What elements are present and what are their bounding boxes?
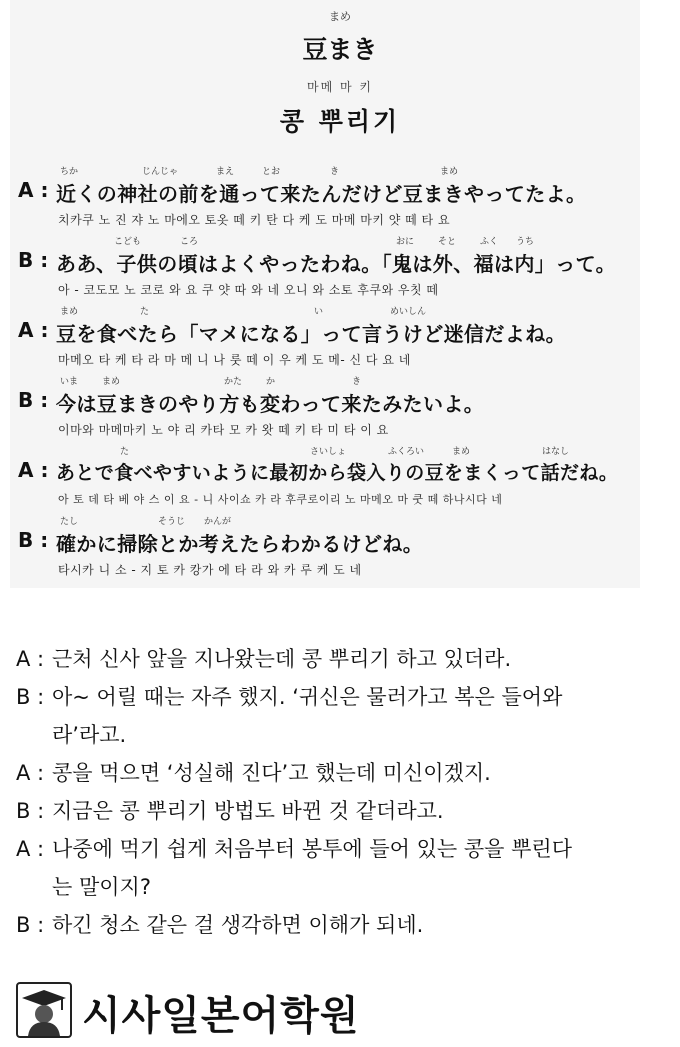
speaker-label: A : — [18, 318, 49, 342]
furigana: かんが — [204, 517, 232, 527]
page-title: 豆まき — [302, 35, 378, 64]
furigana: まめ — [60, 307, 79, 317]
korean-reading: 아 토 데 타 베 야 스 이 요 - 니 사이쇼 카 라 후쿠로이리 노 마메오 마 쿳 떼 하나시다 네 — [58, 493, 503, 506]
speaker-label: B : — [16, 685, 45, 709]
title-korean-reading: 마메 마 키 — [307, 80, 373, 94]
korean-reading: 이마와 마메마키 노 야 리 카타 모 카 왓 떼 키 타 미 타 이 요 — [58, 423, 389, 437]
academy-logo — [16, 982, 376, 1044]
furigana-row — [56, 374, 636, 388]
furigana-row — [56, 164, 636, 178]
furigana: さいしょ — [310, 447, 347, 457]
title-furigana: まめ — [329, 10, 351, 23]
japanese-sentence: 豆を食べたら「マメになる」って言うけど迷信だよね。 — [56, 322, 566, 346]
furigana: まめ — [102, 377, 121, 387]
speaker-label: A : — [16, 647, 45, 671]
translation-line — [16, 830, 676, 868]
furigana: ころ — [180, 237, 199, 247]
dialogue-line — [0, 444, 680, 514]
translation-text: 하긴 청소 같은 걸 생각하면 이해가 되네. — [52, 913, 424, 937]
korean-reading: 타시카 니 소 - 지 토 카 캉가 에 타 라 와 카 루 케 도 네 — [58, 563, 362, 577]
translation-line — [16, 906, 676, 944]
furigana-row — [56, 444, 636, 458]
furigana: き — [352, 377, 362, 387]
speaker-label: A : — [16, 837, 45, 861]
dialogue-line — [0, 234, 680, 304]
furigana: た — [140, 307, 150, 317]
furigana: めいしん — [390, 307, 427, 317]
translation-text: 근처 신사 앞을 지나왔는데 콩 뿌리기 하고 있더라. — [52, 647, 512, 671]
translation-text: 나중에 먹기 쉽게 처음부터 봉투에 들어 있는 콩을 뿌린다 — [52, 837, 572, 861]
speaker-label: B : — [18, 388, 49, 412]
dialogue-line — [0, 164, 680, 234]
furigana-row — [56, 234, 636, 248]
furigana: ちか — [60, 167, 79, 177]
furigana: そうじ — [158, 517, 186, 527]
translation-line — [16, 792, 676, 830]
japanese-sentence: 近くの神社の前を通って来たんだけど豆まきやってたよ。 — [56, 182, 587, 206]
furigana: とお — [262, 167, 281, 177]
speaker-label: A : — [18, 458, 49, 482]
speaker-label: A : — [18, 178, 49, 202]
furigana: はなし — [542, 447, 570, 457]
furigana: た — [120, 447, 130, 457]
furigana: まえ — [216, 167, 235, 177]
translation-text: 지금은 콩 뿌리기 방법도 바뀐 것 같더라고. — [52, 799, 444, 823]
furigana: まめ — [452, 447, 471, 457]
korean-reading: 아 - 코도모 노 코로 와 요 쿠 얏 따 와 네 오니 와 소토 후쿠와 우칫 떼 — [58, 283, 439, 297]
translation-line — [16, 678, 676, 716]
furigana: ふくろい — [388, 447, 425, 457]
translation-block — [16, 640, 676, 944]
japanese-sentence: ああ、子供の頃はよくやったわね。「鬼は外、福は内」って。 — [56, 252, 616, 276]
title-korean: 콩 뿌리기 — [279, 107, 401, 136]
speaker-label: B : — [16, 913, 45, 937]
translation-text: 아~ 어릴 때는 자주 했지. ‘귀신은 물러가고 복은 들어와 — [52, 685, 563, 709]
furigana-row — [56, 514, 636, 528]
japanese-sentence: 今は豆まきのやり方も変わって来たみたいよ。 — [56, 392, 485, 416]
furigana: じんじゃ — [142, 167, 179, 177]
scholar-emblem-icon — [16, 982, 72, 1038]
translation-line — [16, 640, 676, 678]
furigana: いま — [60, 377, 79, 387]
japanese-sentence: あとで食べやすいように最初から袋入りの豆をまくって話だね。 — [56, 462, 619, 484]
furigana: うち — [516, 237, 535, 247]
furigana: い — [314, 307, 324, 317]
furigana: そと — [438, 237, 457, 247]
korean-reading: 치카쿠 노 진 쟈 노 마에오 토옷 떼 키 탄 다 케 도 마메 마키 얏 떼 타 요 — [58, 213, 451, 227]
dialogue-line — [0, 304, 680, 374]
speaker-label: B : — [16, 799, 45, 823]
korean-reading: 마메오 타 케 타 라 마 메 니 나 룻 떼 이 우 케 도 메- 신 다 요 네 — [58, 353, 411, 367]
furigana: たし — [60, 517, 79, 527]
speaker-label: A : — [16, 761, 45, 785]
translation-line — [16, 868, 676, 906]
translation-text: 콩을 먹으면 ‘성실해 진다’고 했는데 미신이겠지. — [52, 761, 491, 785]
furigana: こども — [114, 237, 142, 247]
furigana: か — [266, 377, 276, 387]
furigana: き — [330, 167, 340, 177]
japanese-sentence: 確かに掃除とか考えたらわかるけどね。 — [56, 532, 424, 556]
furigana: まめ — [440, 167, 459, 177]
furigana: ふく — [480, 237, 499, 247]
furigana-row — [56, 304, 636, 318]
speaker-label: B : — [18, 528, 49, 552]
dialogue-line — [0, 514, 680, 584]
translation-line — [16, 754, 676, 792]
translation-line — [16, 716, 676, 754]
translation-text: 라’라고. — [52, 723, 127, 747]
furigana: かた — [224, 377, 243, 387]
academy-name: 시사일본어학원 — [82, 993, 360, 1039]
furigana: おに — [396, 237, 415, 247]
translation-text: 는 말이지? — [52, 875, 151, 899]
speaker-label: B : — [18, 248, 49, 272]
dialogue-line — [0, 374, 680, 444]
